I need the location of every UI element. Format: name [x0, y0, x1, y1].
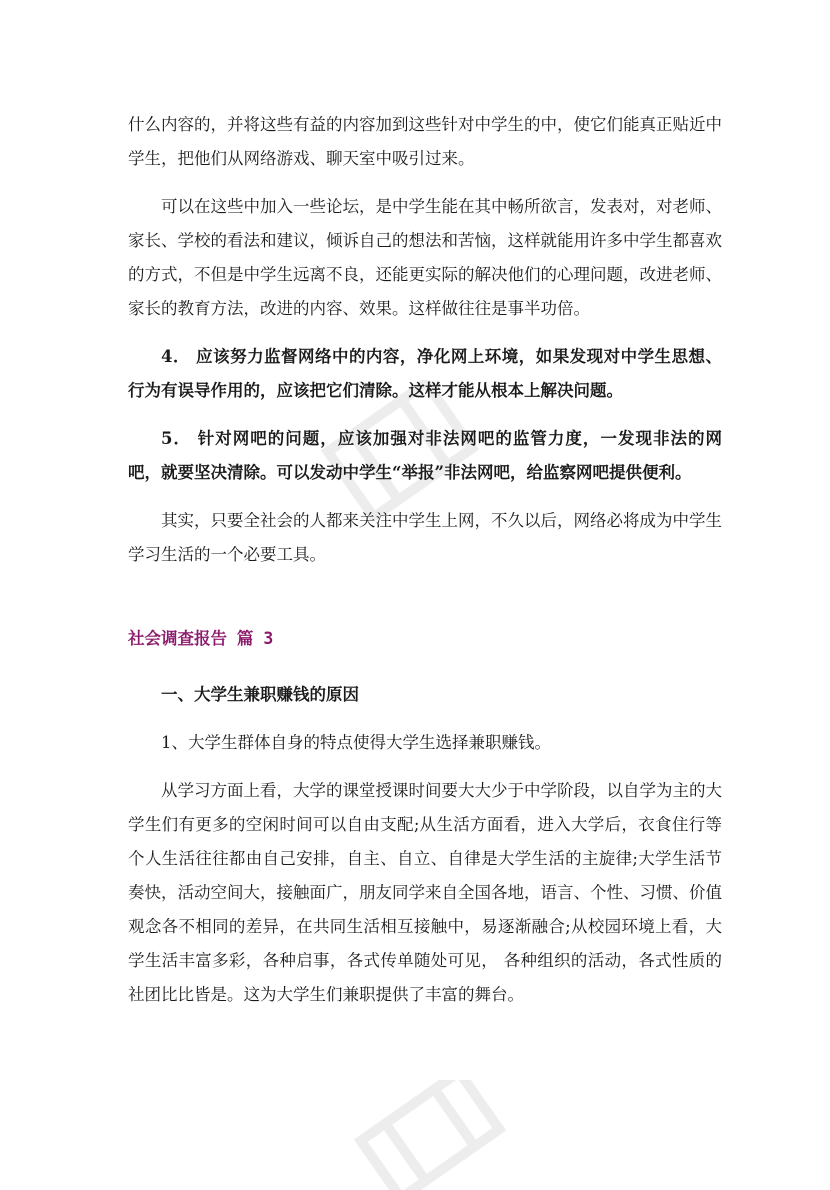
- paragraph-3: 其实，只要全社会的人都来关注中学生上网，不久以后，网络必将成为中学生学习生活的一个必要工具。: [128, 511, 722, 564]
- paragraph-1: 什么内容的，并将这些有益的内容加到这些针对中学生的中，使它们能真正贴近中学生，把他们从网络游戏、聊天室中吸引过来。: [128, 115, 722, 168]
- point-1: 1、大学生群体自身的特点使得大学生选择兼职赚钱。: [161, 733, 551, 752]
- list-item-5: 5． 针对网吧的问题，应该加强对非法网吧的监管力度，一发现非法的网吧，就要坚决清除。可以发动中学生“举报”非法网吧，给监察网吧提供便利。: [128, 429, 722, 482]
- subheading-1: 一、大学生兼职赚钱的原因: [161, 685, 359, 704]
- document-body: [128, 108, 722, 1012]
- paragraph-4: 从学习方面上看，大学的课堂授课时间要大大少于中学阶段，以自学为主的大学生们有更多的空闲时间可以自由支配;从生活方面看，进入大学后，衣食住行等个人生活往往都由自己安排，自主、自立、自律是大学生活的主旋律;大学生活节奏快，活动空间大，接触面广，朋友同学来自全国各地，语言、个性、习惯、价值观念各不相同的差异，在共同生活相互接触中，易逐渐融合;从校园环境上看，大学生活丰富多彩，各种启事，各式传单随处可见， 各种组织的活动，各式性质的社团比比皆是。这为大学生们兼职提供了丰富的舞台。: [128, 781, 722, 1004]
- section-title: 社会调查报告 篇 3: [128, 629, 274, 648]
- list-item-4: 4． 应该努力监督网络中的内容，净化网上环境，如果发现对中学生思想、行为有误导作用的，应该把它们清除。这样才能从根本上解决问题。: [128, 347, 722, 400]
- paragraph-2: 可以在这些中加入一些论坛，是中学生能在其中畅所欲言，发表对，对老师、家长、学校的看法和建议，倾诉自己的想法和苦恼，这样就能用许多中学生都喜欢的方式，不但是中学生远离不良，还能更实际的解决他们的心理问题，改进老师、家长的教育方法，改进的内容、效果。这样做往往是事半功倍。: [128, 197, 722, 318]
